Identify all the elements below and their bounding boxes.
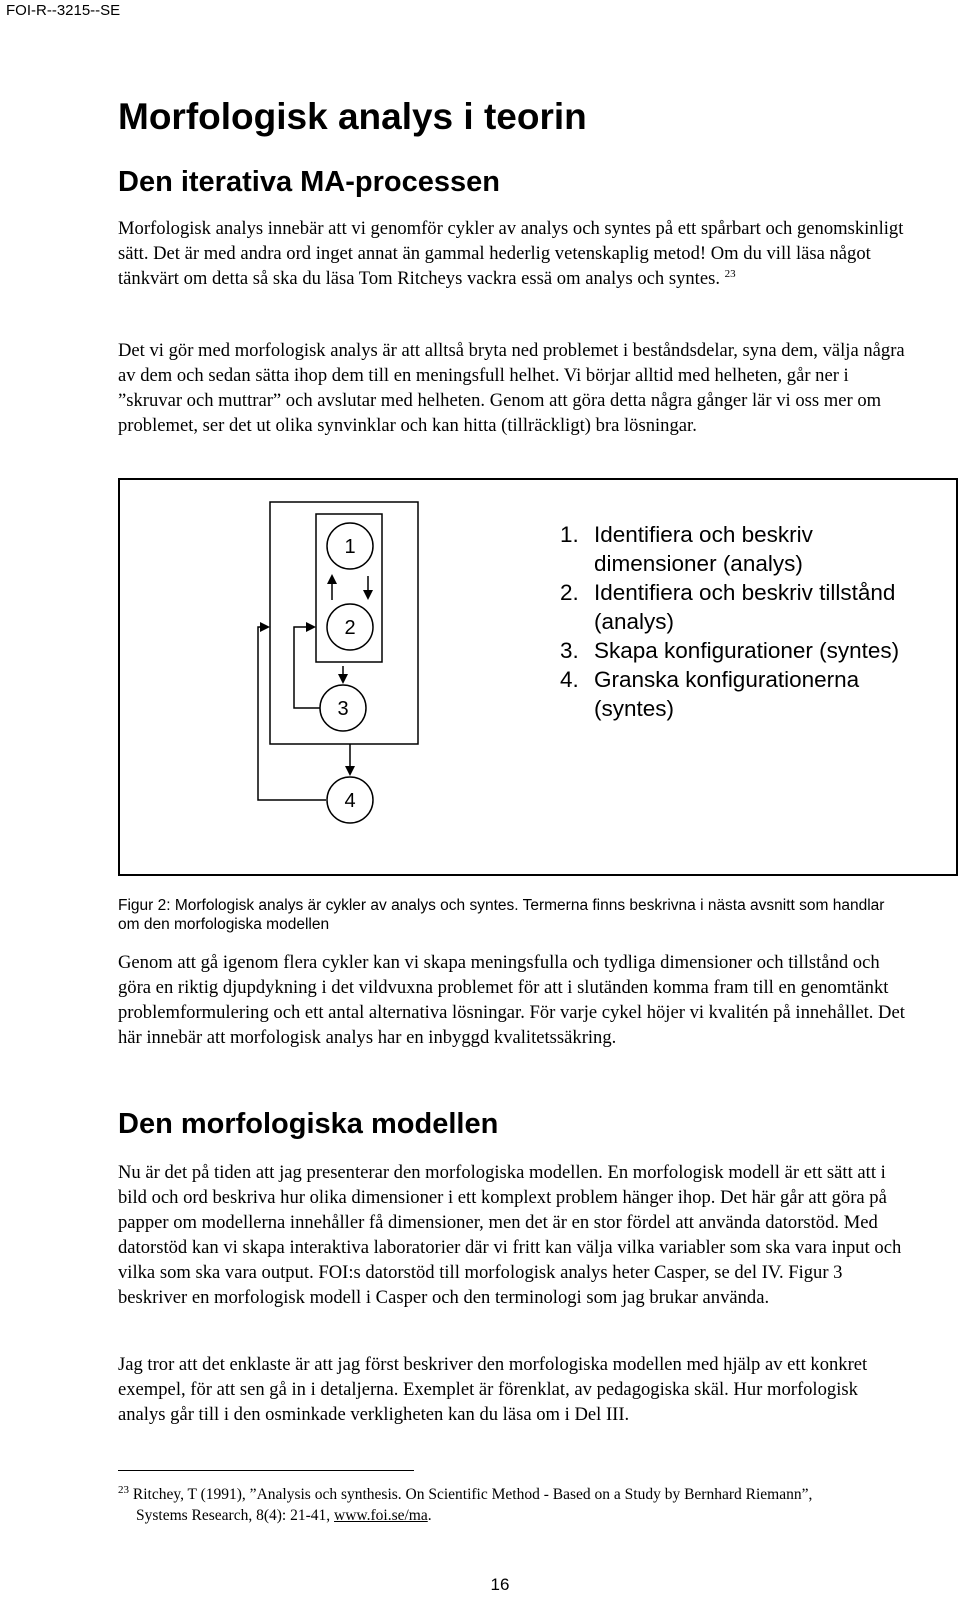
node-3-label: 3	[337, 698, 349, 720]
page-title: Morfologisk analys i teorin	[118, 96, 587, 137]
footnote-line-1: Ritchey, T (1991), ”Analysis och synthesis. On Scientific Method - Based on a Study by Bernhard Riemann”,	[132, 1486, 813, 1503]
footnote-reference[interactable]: 23	[724, 267, 736, 280]
step-number: 4.	[560, 667, 579, 692]
section-heading-morphological-model: Den morfologiska modellen	[118, 1108, 499, 1140]
document-id: FOI-R--3215--SE	[6, 2, 121, 19]
node-4-label: 4	[344, 790, 356, 812]
step-number: 1.	[560, 522, 579, 547]
footnote-link[interactable]: www.foi.se/ma	[334, 1507, 428, 1524]
footnote-divider	[118, 1470, 414, 1471]
step-text: Skapa konfigurationer (syntes)	[594, 638, 900, 663]
footnote	[118, 1484, 908, 1526]
step-item	[560, 578, 940, 636]
node-1-label: 1	[344, 536, 356, 558]
process-steps-list	[560, 520, 940, 723]
paragraph-cycles: Genom att gå igenom flera cykler kan vi skapa meningsfulla och tydliga dimensioner och tillstånd och göra en riktig djupdykning i det vildvuxna problemet för att i slutänden komma fram till en genomtänkt problemformulering och ett antal alternativa lösningar. För varje cykel höjer vi kvalitén på innehållet. Det här innebär att morfologisk analys har en inbyggd kvalitetssäkring.	[118, 952, 905, 1048]
paragraph-intro	[118, 216, 908, 291]
step-item	[560, 520, 940, 578]
step-item	[560, 665, 940, 723]
paragraph-intro-text: Morfologisk analys innebär att vi genomför cykler av analys och syntes på ett spårbart och genomskinligt sätt. Det är med andra ord inget annat än gammal hederlig vetenskaplig metod! Om du vill läsa något tänkvärt om detta så ska du läsa Tom Ritcheys vackra essä om analys och syntes.	[118, 218, 904, 289]
step-number: 2.	[560, 580, 579, 605]
figure-caption: Figur 2: Morfologisk analys är cykler av analys och syntes. Termerna finns beskrivna i nästa avsnitt som handlar om den morfologiska modellen	[118, 897, 885, 933]
step-item	[560, 636, 940, 665]
paragraph-example: Jag tror att det enklaste är att jag först beskriver den morfologiska modellen med hjälp av ett konkret exempel, för att sen gå in i detaljerna. Exemplet är förenklat, av pedagogiska skäl. Hur morfologisk analys går till i den osminkade verkligheten kan du läsa om i Del III.	[118, 1354, 868, 1425]
section-heading-iterative-process: Den iterativa MA-processen	[118, 166, 500, 198]
figure-ma-process	[118, 478, 958, 876]
footnote-mark: 23	[118, 1483, 129, 1496]
footnote-line-2: Systems Research, 8(4): 21-41,	[136, 1507, 335, 1524]
step-text: Granska konfigurationerna (syntes)	[594, 667, 860, 721]
page-number: 16	[490, 1575, 510, 1594]
step-text: Identifiera och beskriv dimensioner (analys)	[594, 522, 813, 576]
paragraph-method: Det vi gör med morfologisk analys är att alltså bryta ned problemet i beståndsdelar, syna dem, välja några av dem och sedan sätta ihop dem till en meningsfull helhet. Vi börjar alltid med helheten, går ner i ”skruvar och muttrar” och avslutar med helheten. Genom att göra detta några gånger lär vi oss mer om problemet, ser det ut olika synvinklar och kan hitta (tillräckligt) bra lösningar.	[118, 340, 905, 436]
step-text: Identifiera och beskriv tillstånd (analys)	[594, 580, 896, 634]
process-cycle-diagram	[120, 480, 520, 874]
paragraph-model-intro: Nu är det på tiden att jag presenterar den morfologiska modellen. En morfologisk modell är ett sätt att i bild och ord beskriva hur olika dimensioner i ett komplext problem hänger ihop. Det här går att göra på papper om modellerna innehåller få dimensioner, men det är en stor fördel att använda datorstöd. Med datorstöd kan vi skapa interaktiva laboratorier där vi fritt kan välja vilka variabler som ska vara input och vilka som ska vara output. FOI:s datorstöd till morfologisk analys heter Casper, se del IV. Figur 3 beskriver en morfologisk modell i Casper och den terminologi som jag brukar använda.	[118, 1162, 902, 1308]
step-number: 3.	[560, 638, 579, 663]
node-2-label: 2	[344, 617, 356, 639]
footnote-line-2-end: .	[427, 1507, 432, 1524]
